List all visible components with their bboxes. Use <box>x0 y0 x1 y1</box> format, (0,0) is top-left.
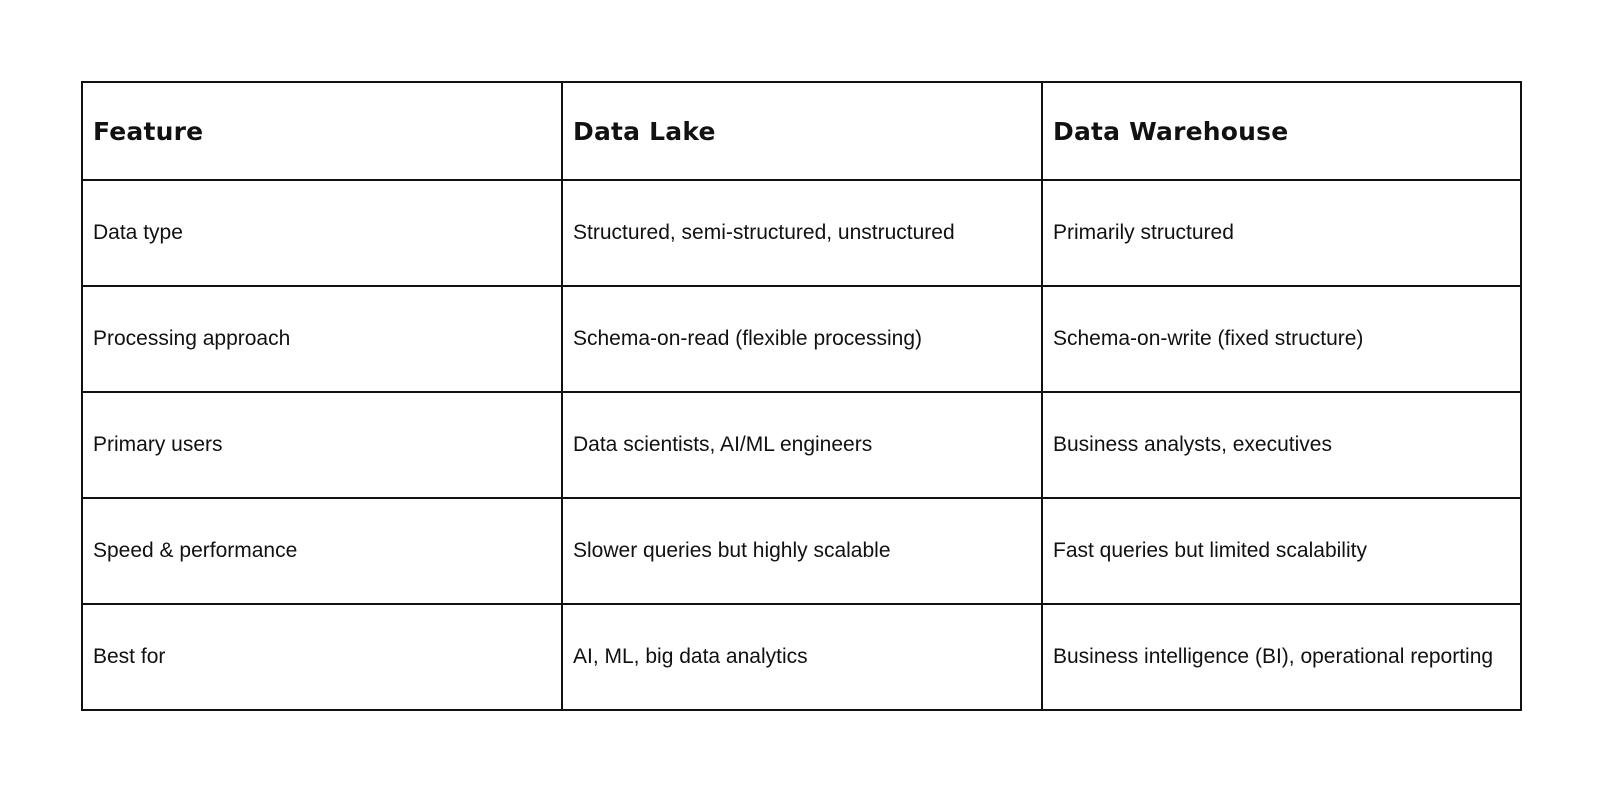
data-lake-cell: Data scientists, AI/ML engineers <box>562 392 1042 498</box>
header-row <box>82 82 1521 180</box>
table-header <box>82 82 1521 180</box>
table-body <box>82 180 1521 710</box>
table-row <box>82 498 1521 604</box>
data-warehouse-cell: Primarily structured <box>1042 180 1521 286</box>
data-lake-cell: AI, ML, big data analytics <box>562 604 1042 710</box>
data-warehouse-cell: Schema-on-write (fixed structure) <box>1042 286 1521 392</box>
table-row <box>82 286 1521 392</box>
feature-cell: Best for <box>82 604 562 710</box>
header-data-lake: Data Lake <box>562 82 1042 180</box>
feature-cell: Primary users <box>82 392 562 498</box>
feature-cell: Data type <box>82 180 562 286</box>
data-lake-cell: Slower queries but highly scalable <box>562 498 1042 604</box>
data-warehouse-cell: Fast queries but limited scalability <box>1042 498 1521 604</box>
data-lake-cell: Structured, semi-structured, unstructured <box>562 180 1042 286</box>
header-feature: Feature <box>82 82 562 180</box>
table-row <box>82 180 1521 286</box>
comparison-table <box>81 81 1522 711</box>
feature-cell: Speed & performance <box>82 498 562 604</box>
feature-cell: Processing approach <box>82 286 562 392</box>
data-warehouse-cell: Business analysts, executives <box>1042 392 1521 498</box>
table-row <box>82 392 1521 498</box>
data-lake-cell: Schema-on-read (flexible processing) <box>562 286 1042 392</box>
data-warehouse-cell: Business intelligence (BI), operational reporting <box>1042 604 1521 710</box>
header-data-warehouse: Data Warehouse <box>1042 82 1521 180</box>
table-row <box>82 604 1521 710</box>
